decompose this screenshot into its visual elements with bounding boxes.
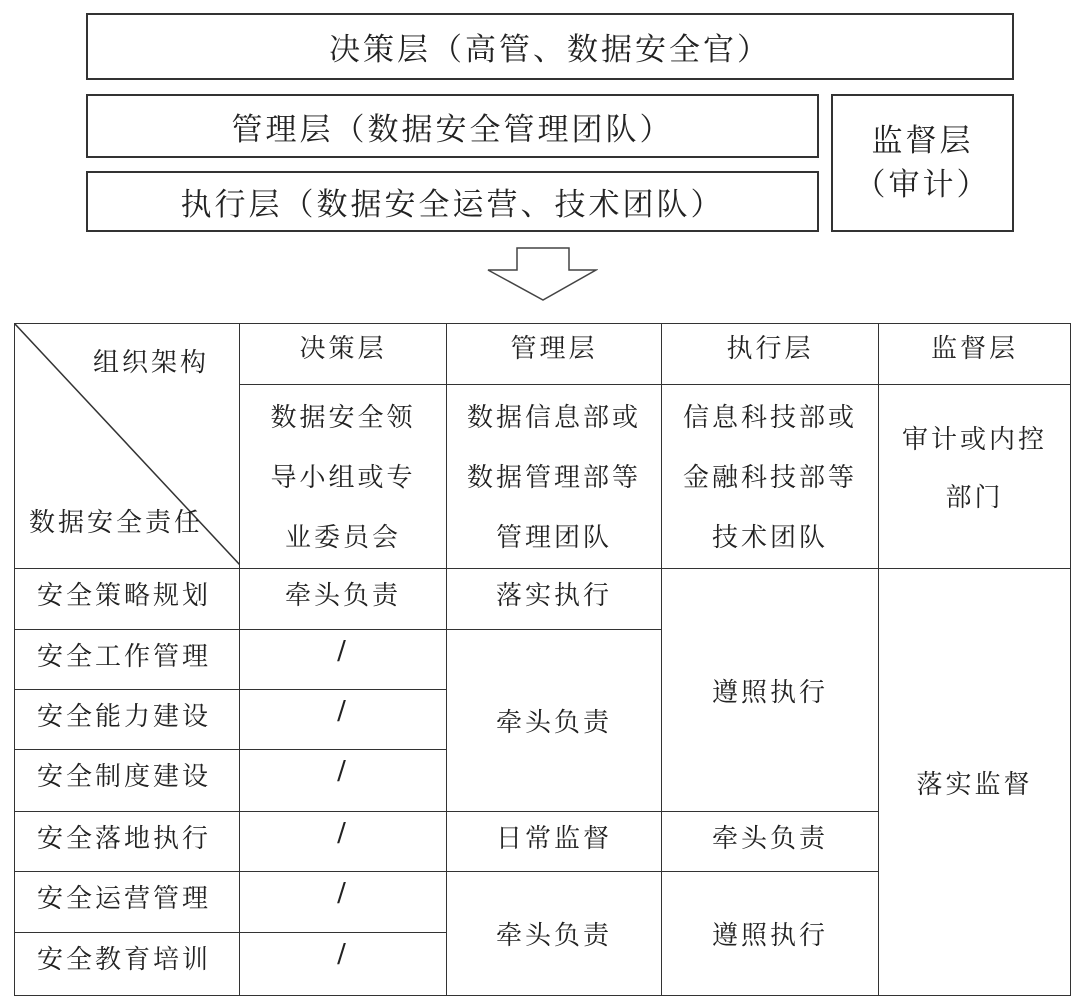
table-corner-cell bbox=[15, 324, 240, 569]
duty-strategy-planning: 安全策略规划 bbox=[15, 569, 240, 630]
header-decision-layer: 决策层 bbox=[240, 324, 447, 385]
cell-management-2: 日常监督 bbox=[447, 812, 662, 872]
duty-operations-management: 安全运营管理 bbox=[15, 872, 240, 933]
cell-decision-1: / bbox=[240, 630, 447, 690]
down-arrow-icon bbox=[486, 246, 598, 302]
cell-supervision: 落实监督 bbox=[879, 569, 1071, 996]
org-structure-label: 组织架构 bbox=[93, 348, 210, 378]
duty-capability-building: 安全能力建设 bbox=[15, 690, 240, 750]
supervision-layer-label: 监督层 bbox=[871, 123, 974, 159]
decision-layer-label: 决策层（高管、数据安全官） bbox=[329, 32, 771, 68]
cell-decision-0: 牵头负责 bbox=[240, 569, 447, 630]
cell-execution-1: 牵头负责 bbox=[662, 812, 879, 872]
cell-execution-0: 遵照执行 bbox=[662, 569, 879, 812]
data-security-duty-label: 数据安全责任 bbox=[29, 508, 204, 538]
execution-layer-box bbox=[86, 171, 819, 232]
header-execution-layer: 执行层 bbox=[662, 324, 879, 385]
header-management-layer: 管理层 bbox=[447, 324, 662, 385]
cell-decision-2: / bbox=[240, 690, 447, 750]
decision-layer-box bbox=[86, 13, 1014, 80]
management-layer-box bbox=[86, 94, 819, 158]
cell-decision-3: / bbox=[240, 750, 447, 812]
header-supervision-layer: 监督层 bbox=[879, 324, 1071, 385]
management-layer-label: 管理层（数据安全管理团队） bbox=[231, 111, 674, 148]
cell-decision-4: / bbox=[240, 812, 447, 872]
execution-layer-label: 执行层（数据安全运营、技术团队） bbox=[180, 187, 725, 223]
unit-management: 数据信息部或 数据管理部等 管理团队 bbox=[447, 385, 662, 569]
duty-work-management: 安全工作管理 bbox=[15, 630, 240, 690]
cell-management-1: 牵头负责 bbox=[447, 630, 662, 812]
supervision-layer-sublabel: （审计） bbox=[854, 167, 991, 203]
cell-decision-6: / bbox=[240, 933, 447, 996]
unit-decision: 数据安全领 导小组或专 业委员会 bbox=[240, 385, 447, 569]
unit-execution: 信息科技部或 金融科技部等 技术团队 bbox=[662, 385, 879, 569]
cell-execution-2: 遵照执行 bbox=[662, 872, 879, 996]
duty-policy-building: 安全制度建设 bbox=[15, 750, 240, 812]
duty-implementation: 安全落地执行 bbox=[15, 812, 240, 872]
cell-management-3: 牵头负责 bbox=[447, 872, 662, 996]
duty-education-training: 安全教育培训 bbox=[15, 933, 240, 996]
cell-decision-5: / bbox=[240, 872, 447, 933]
unit-supervision: 审计或内控 部门 bbox=[879, 385, 1071, 569]
cell-management-0: 落实执行 bbox=[447, 569, 662, 630]
responsibility-table bbox=[14, 323, 1071, 996]
supervision-layer-box bbox=[831, 94, 1014, 232]
